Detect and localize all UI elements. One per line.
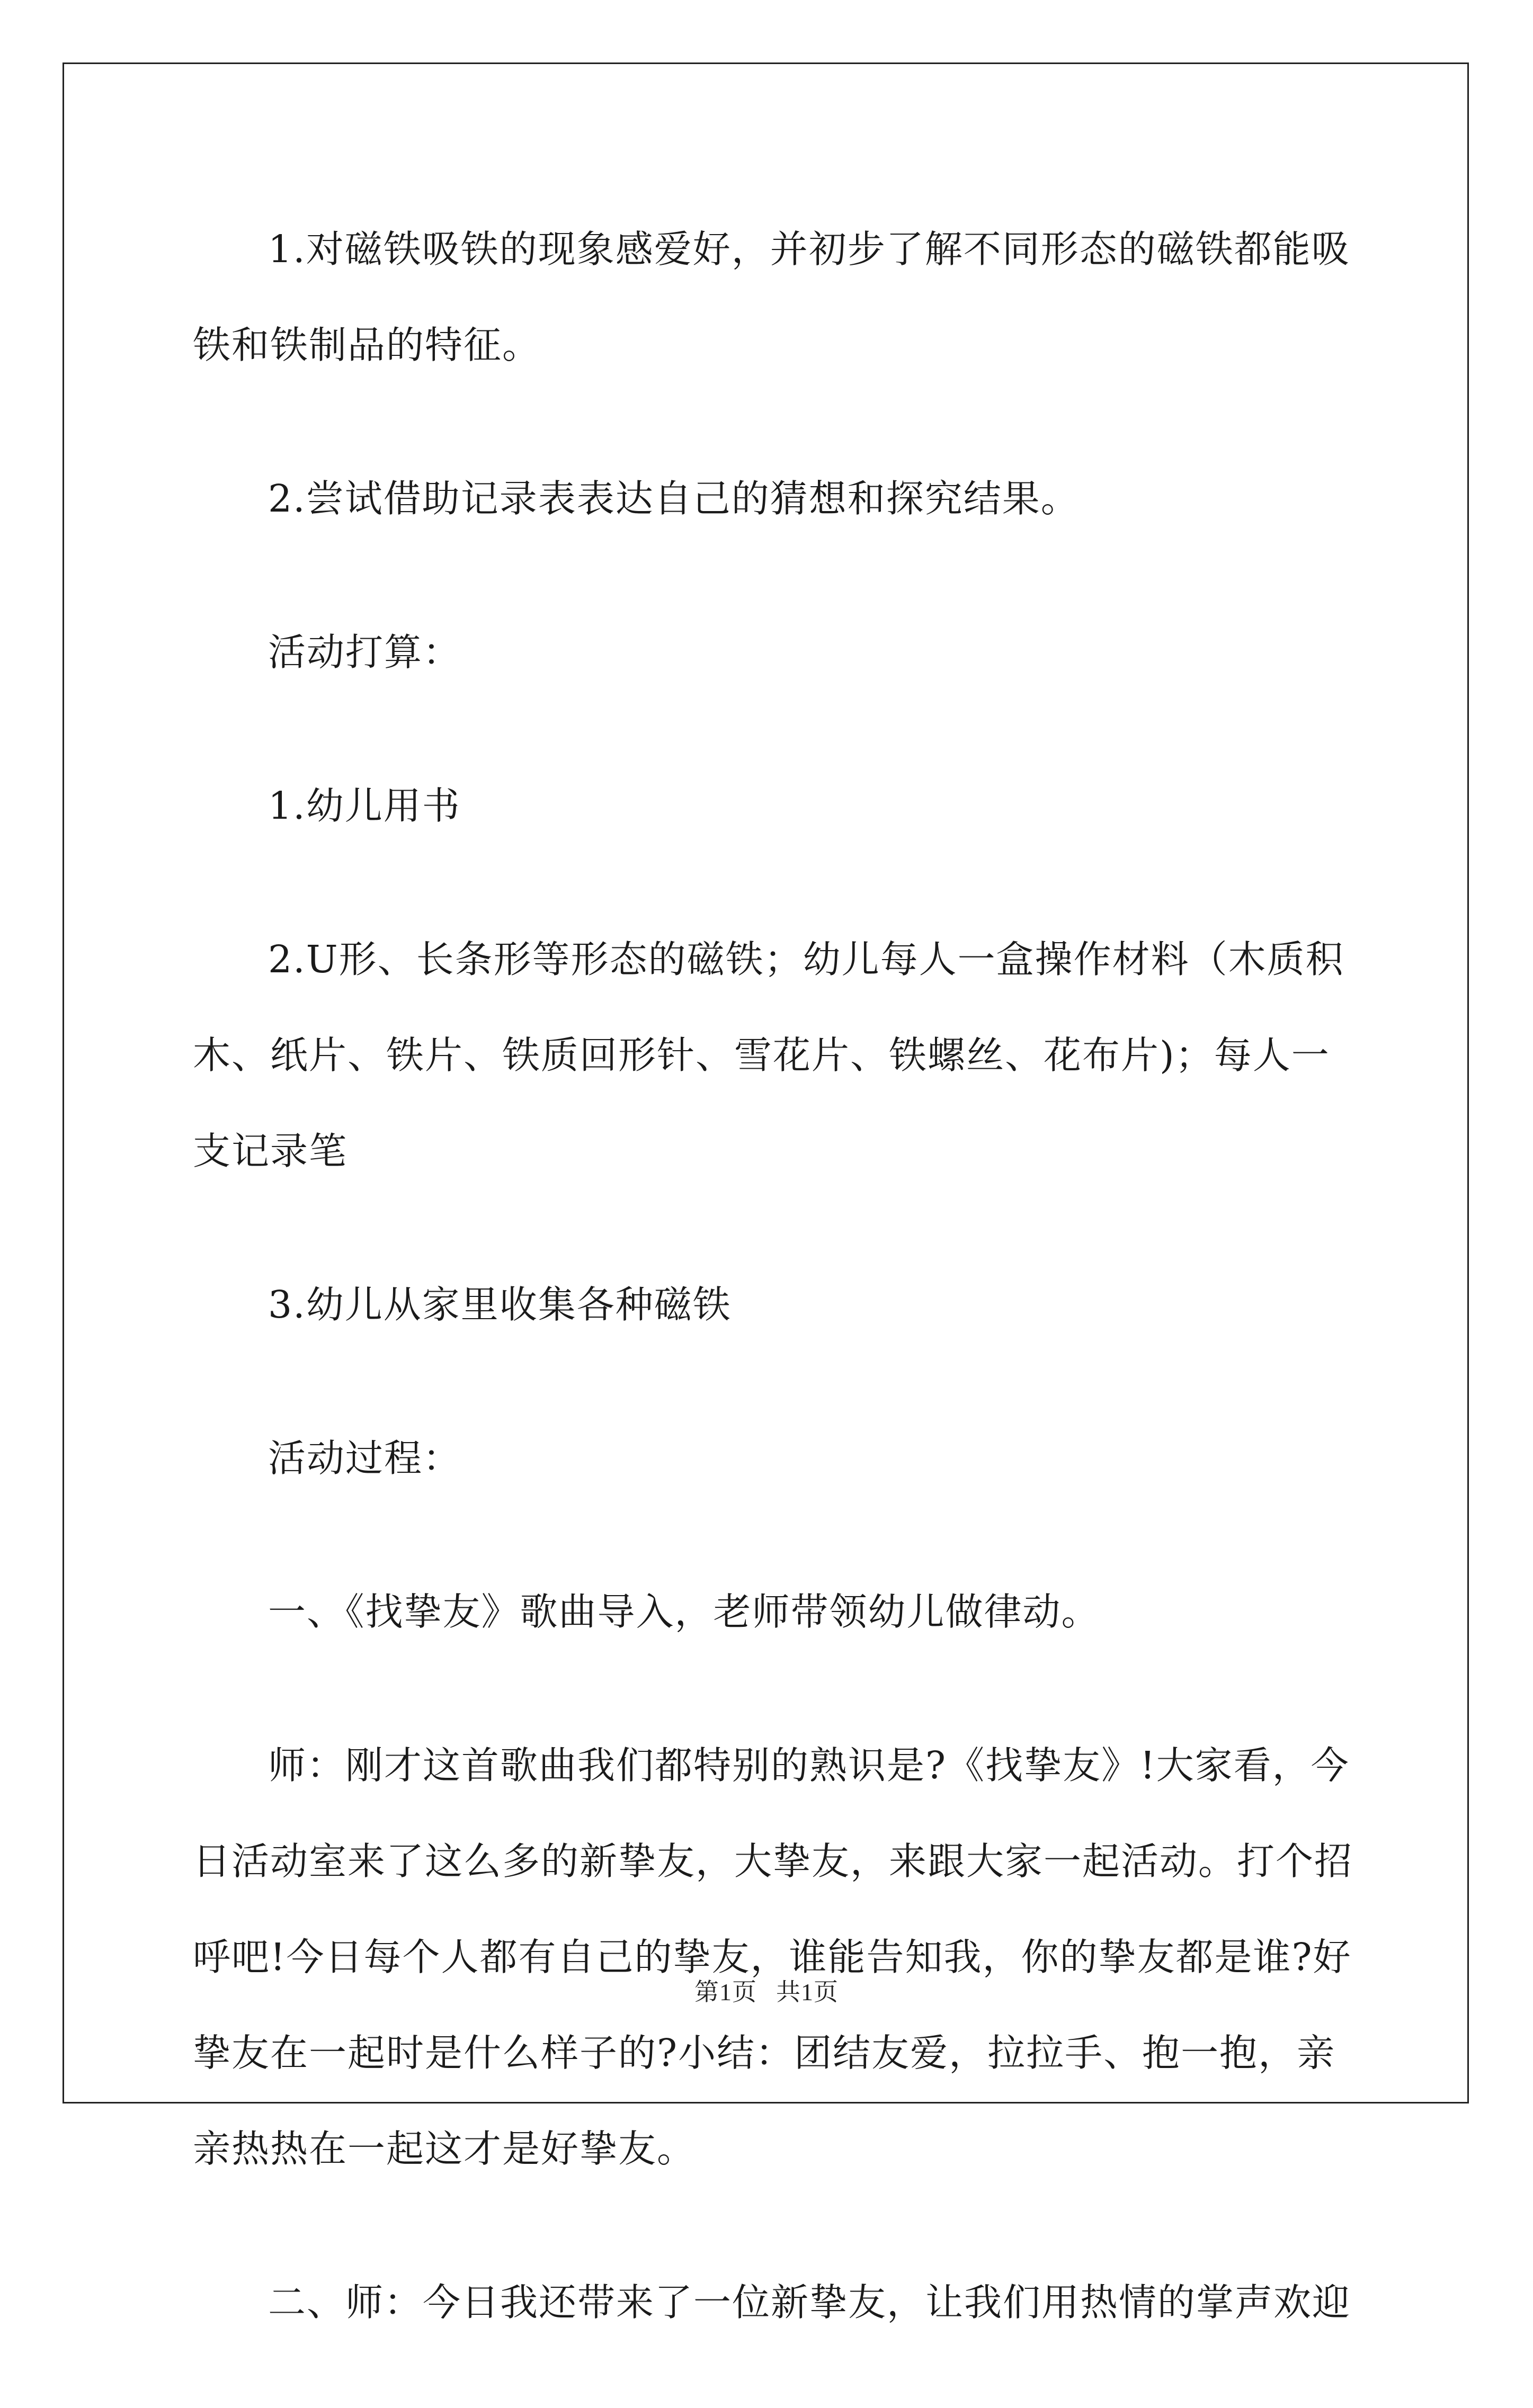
page-footer xyxy=(0,1973,1533,2008)
paragraph-process-2: 二、师：今日我还带来了一位新挚友，让我们用热情的掌声欢迎 xyxy=(268,2280,1351,2324)
document-body xyxy=(193,201,1356,2408)
paragraph-goal-1: 1.对磁铁吸铁的现象感爱好，并初步了解不同形态的磁铁都能吸铁和铁制品的特征。 xyxy=(193,227,1350,367)
heading-preparation: 活动打算： xyxy=(268,630,462,674)
heading-process: 活动过程： xyxy=(268,1436,462,1480)
paragraph-process-dialogue: 师：刚才这首歌曲我们都特别的熟识是?《找挚友》!大家看，今日活动室来了这么多的新挚友，大挚友，来跟大家一起活动。打个招呼吧!今日每个人都有自己的挚友，谁能告知我，你的挚友都是谁?好挚友在一起时是什么样子的?小结：团结友爱，拉拉手、抱一抱，亲亲热热在一起这才是好挚友。 xyxy=(193,1743,1353,2171)
page-number-total: 共1页 xyxy=(776,1979,839,2006)
paragraph-prep-1: 1.幼儿用书 xyxy=(268,784,461,828)
paragraph-goal-2: 2.尝试借助记录表表达自己的猜想和探究结果。 xyxy=(268,477,1080,521)
paragraph-prep-2: 2.U形、长条形等形态的磁铁；幼儿每人一盒操作材料（木质积木、纸片、铁片、铁质回形针、雪花片、铁螺丝、花布片)；每人一支记录笔 xyxy=(193,937,1344,1173)
page-number-current: 第1页 xyxy=(694,1979,757,2006)
paragraph-prep-3: 3.幼儿从家里收集各种磁铁 xyxy=(268,1283,732,1327)
paragraph-process-1: 一、《找挚友》歌曲导入，老师带领幼儿做律动。 xyxy=(268,1590,1100,1634)
